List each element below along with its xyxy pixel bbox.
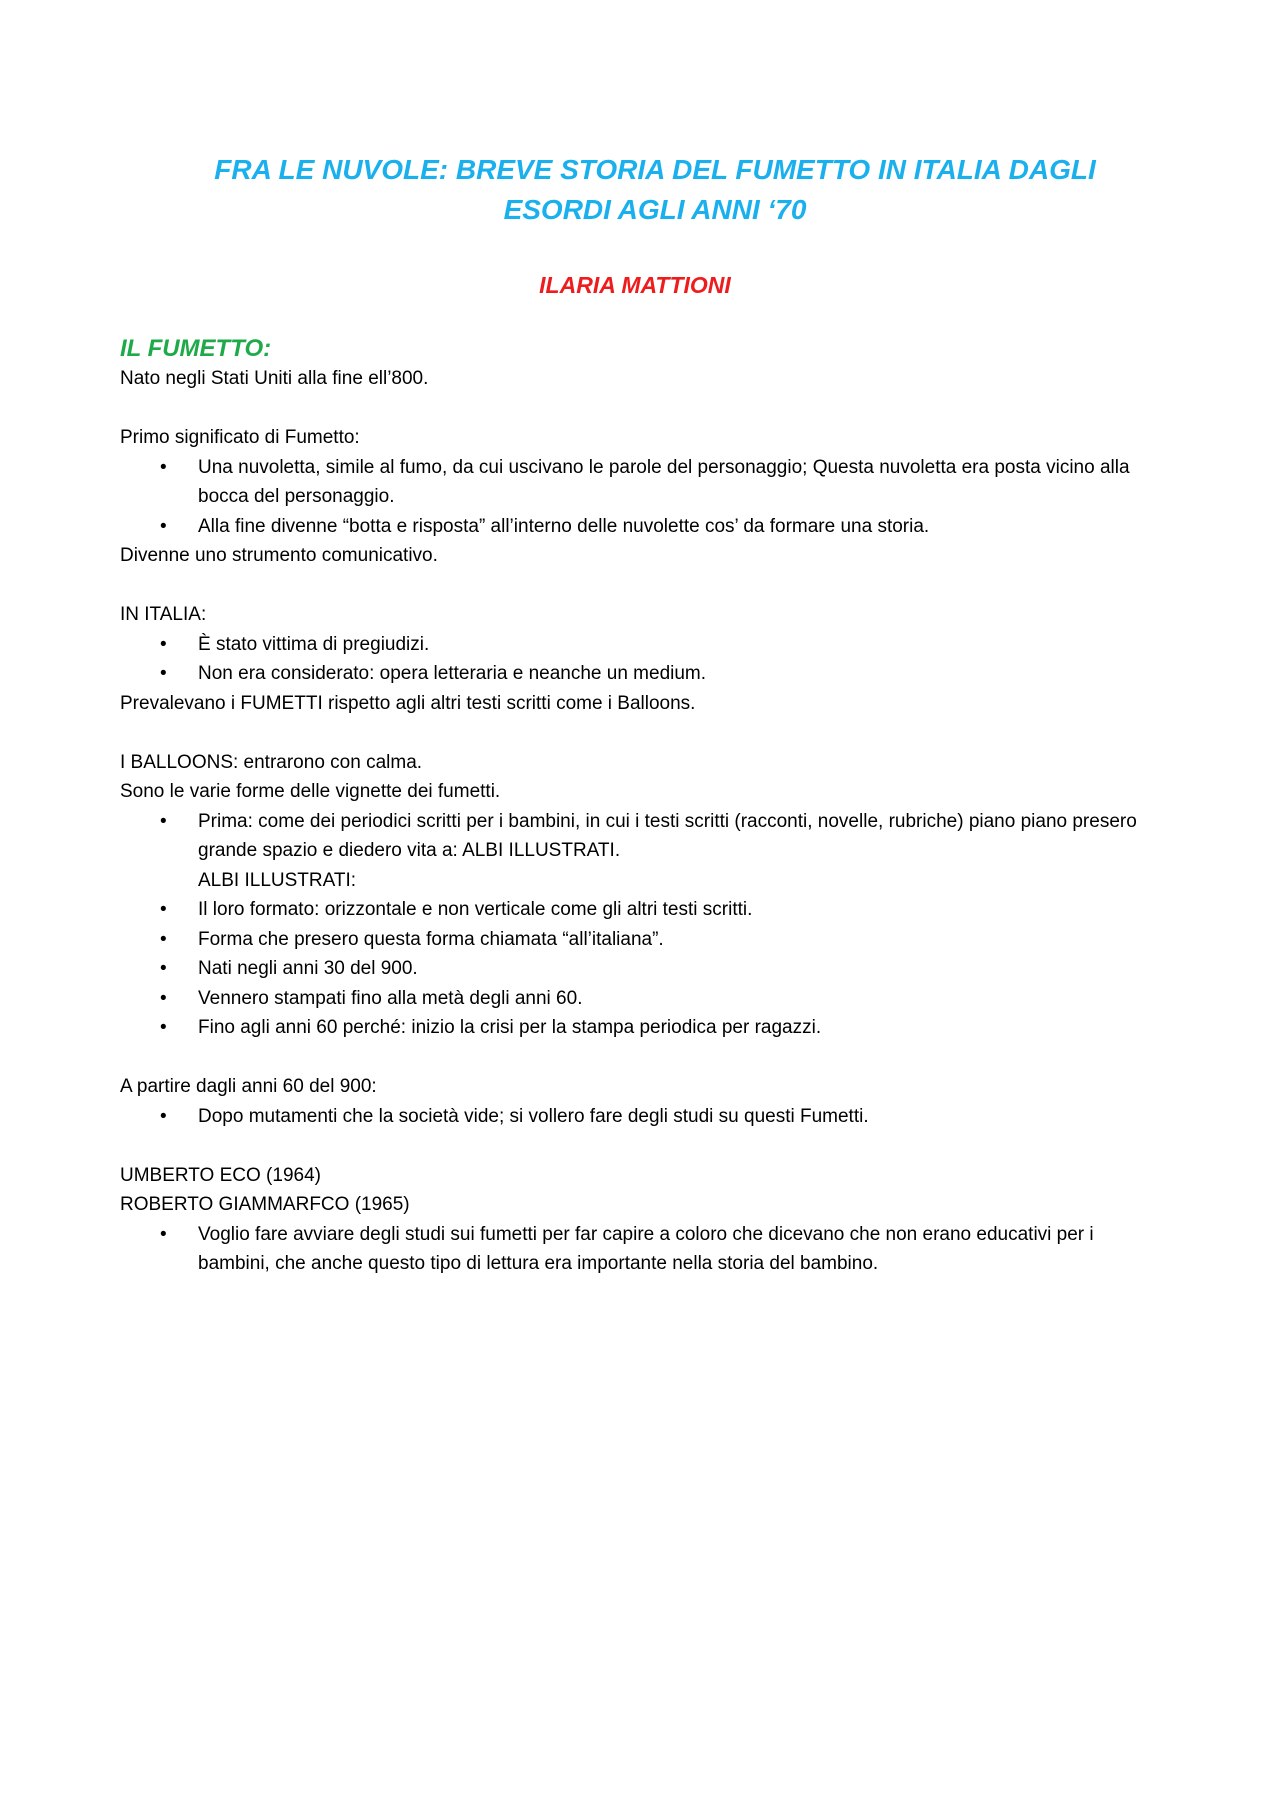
bullet-icon: •	[160, 928, 167, 950]
list-item: • Fino agli anni 60 perché: inizio la crisi per la stampa periodica per ragazzi.	[120, 1013, 1150, 1043]
bullet-icon: •	[160, 810, 167, 832]
first-meaning-label: Primo significato di Fumetto:	[120, 427, 360, 448]
bullet-icon: •	[160, 456, 167, 478]
eco-text: UMBERTO ECO (1964)	[120, 1164, 321, 1186]
first-meaning-list	[120, 453, 1150, 542]
bullet-icon: •	[160, 899, 167, 920]
bullet-icon: •	[160, 663, 167, 684]
title-line-2: ESORDI AGLI ANNI ‘70	[503, 194, 807, 225]
author-name: ILARIA MATTIONI	[539, 272, 731, 298]
prevailed-text: Prevalevano i FUMETTI rispetto agli altri testi scritti come i Balloons.	[120, 692, 696, 714]
giammarfco-text: ROBERTO GIAMMARFCO (1965)	[120, 1194, 410, 1215]
balloons-description: Sono le varie forme delle vignette dei fumetti.	[120, 781, 501, 802]
bullet-icon: •	[160, 958, 167, 979]
list-item: • Il loro formato: orizzontale e non verticale come gli altri testi scritti.	[120, 895, 1150, 925]
bullet-icon: •	[160, 633, 167, 655]
section-heading: IL FUMETTO:	[120, 335, 272, 362]
document-title	[160, 150, 1150, 230]
from-60-label: A partire dagli anni 60 del 900:	[120, 1076, 377, 1097]
became-tool-text: Divenne uno strumento comunicativo.	[120, 545, 438, 566]
bullet-icon: •	[160, 515, 167, 537]
list-item: • Prima: come dei periodici scritti per i bambini, in cui i testi scritti (racconti, novelle, rubriche) piano piano presero grande spazio e diedero vita a: ALBI ILLUSTRATI. ALBI ILLUSTRATI:	[120, 807, 1150, 896]
list-item: • Non era considerato: opera letteraria e neanche un medium.	[120, 659, 1150, 689]
bullet-icon: •	[160, 1017, 167, 1038]
title-line-1: FRA LE NUVOLE: BREVE STORIA DEL FUMETTO IN ITALIA DAGLI	[214, 154, 1096, 185]
list-item: • Nati negli anni 30 del 900.	[120, 954, 1150, 984]
bullet-icon: •	[160, 1105, 167, 1127]
studies-list	[120, 1220, 1150, 1279]
balloons-label: I BALLOONS: entrarono con calma.	[120, 751, 423, 773]
from-60-list	[120, 1102, 1150, 1132]
list-item: • Voglio fare avviare degli studi sui fumetti per far capire a coloro che dicevano che non erano educativi per i bambini, che anche questo tipo di lettura era importante nella storia del bambino.	[120, 1220, 1150, 1279]
list-item: • Una nuvoletta, simile al fumo, da cui uscivano le parole del personaggio; Questa nuvoletta era posta vicino alla bocca del personaggio.	[120, 453, 1150, 512]
list-item: • È stato vittima di pregiudizi.	[120, 630, 1150, 660]
list-item: • Alla fine divenne “botta e risposta” all’interno delle nuvolette cos’ da formare una storia.	[120, 512, 1150, 542]
list-item: • Vennero stampati fino alla metà degli anni 60.	[120, 984, 1150, 1014]
albi-illustrati-sublabel: ALBI ILLUSTRATI:	[198, 869, 357, 891]
balloons-list	[120, 807, 1150, 1043]
origin-text: Nato negli Stati Uniti alla fine ell’800.	[120, 368, 429, 389]
bullet-icon: •	[160, 1223, 167, 1245]
italy-label: IN ITALIA:	[120, 604, 207, 625]
bullet-icon: •	[160, 987, 167, 1009]
list-item: • Forma che presero questa forma chiamata “all’italiana”.	[120, 925, 1150, 955]
list-item: • Dopo mutamenti che la società vide; si vollero fare degli studi su questi Fumetti.	[120, 1102, 1150, 1132]
italy-list	[120, 630, 1150, 689]
